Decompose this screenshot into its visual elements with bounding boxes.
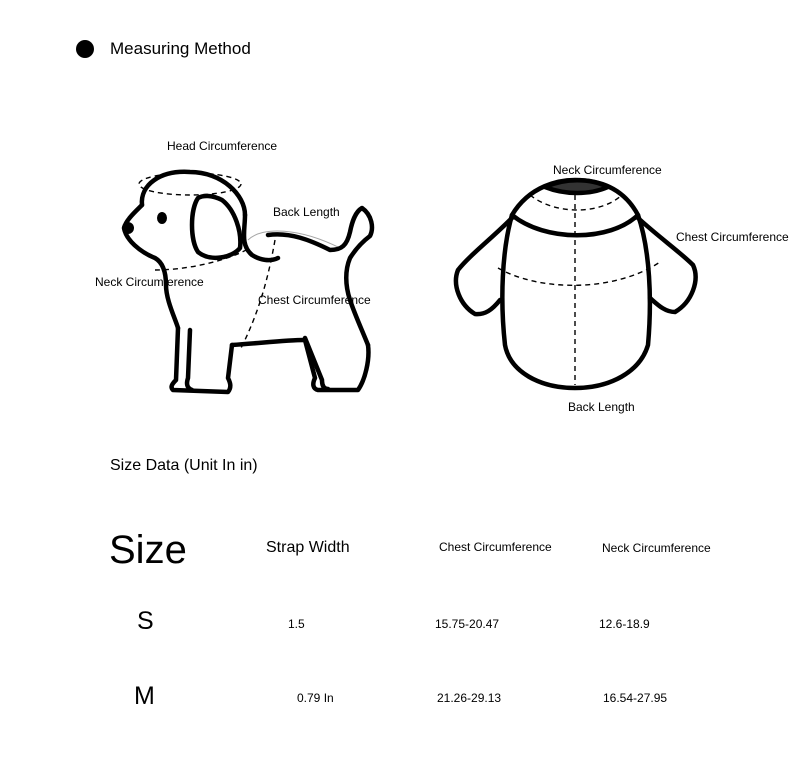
section-title: Measuring Method [110, 39, 251, 58]
table-cell-chest: 21.26-29.13 [437, 691, 502, 705]
table-cell-neck: 12.6-18.9 [599, 617, 650, 631]
dog-label-neck: Neck Circumference [95, 275, 204, 289]
table-cell-neck: 16.54-27.95 [603, 691, 668, 705]
size-data-title: Size Data (Unit In in) [110, 457, 258, 474]
column-header-neck: Neck Circumference [602, 541, 711, 555]
column-header-size: Size [109, 528, 187, 572]
garment-label-back: Back Length [568, 400, 635, 414]
table-cell-size: S [137, 607, 154, 635]
garment-label-chest: Chest Circumference [676, 230, 789, 244]
dog-label-chest: Chest Circumference [258, 293, 371, 307]
table-cell-strap: 1.5 [288, 617, 305, 631]
garment-icon [456, 180, 696, 388]
dog-label-head: Head Circumference [167, 139, 278, 153]
table-cell-size: M [134, 682, 155, 710]
table-cell-chest: 15.75-20.47 [435, 617, 500, 631]
dog-label-back: Back Length [273, 205, 340, 219]
column-header-chest: Chest Circumference [439, 540, 552, 554]
column-header-strap-width: Strap Width [266, 539, 350, 556]
garment-label-neck: Neck Circumference [553, 163, 662, 177]
table-cell-strap: 0.79 In [297, 691, 334, 705]
